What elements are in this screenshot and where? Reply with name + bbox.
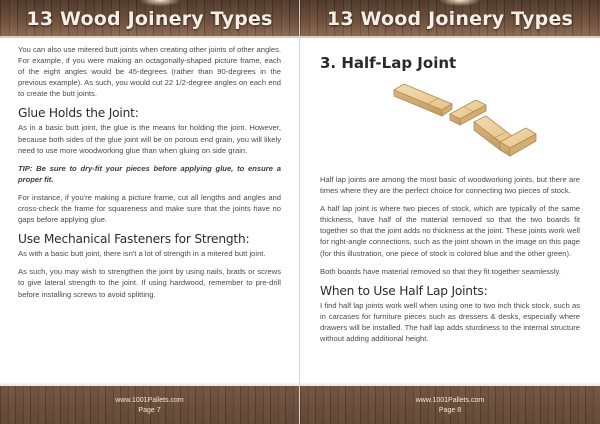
- lamp-glow-icon: [140, 0, 180, 6]
- page-content: [18, 44, 281, 307]
- footer-url[interactable]: www.1001Pallets.com: [115, 397, 184, 404]
- header-title: 13 Wood Joinery Types: [26, 8, 273, 30]
- page-footer: [0, 386, 299, 424]
- page-number: Page 7: [138, 407, 161, 414]
- when-to-use-heading: When to Use Half Lap Joints:: [320, 283, 488, 298]
- intro-paragraph: You can also use mitered butt joints when creating other joints of other angles. For example, if you were making an octagonally-shaped picture frame, each of the eight angles would be 45-degrees (rather than 90-degrees in the previous example). As such, you would cut 22 1/2-degree angles on each end to create the butt joints.: [18, 45, 281, 99]
- wood-joint-icon: [390, 78, 540, 164]
- page-header: [300, 0, 600, 38]
- tip-paragraph: TIP: Be sure to dry-fit your pieces before applying glue, to ensure a proper fit.: [18, 163, 281, 184]
- seamless-paragraph: Both boards have material removed so that they fit together seamlessly.: [320, 266, 561, 276]
- definition-paragraph: A half lap joint is where two pieces of stock, which are typically of the same thickness, have half of the material removed so that the two boards fit together so that the joint adds no thickness at the joint. These joints work well for right-angle connections, such as the joint shown in the image on this page (for this illustration, one piece of stock is colored blue and the other green).: [320, 204, 580, 258]
- glue-paragraph: As in a basic butt joint, the glue is the means for holding the joint. However, because both sides of the glue joint will be on porous end grain, you will likely need to use more woodworking glue than when gluing on side grain.: [18, 123, 281, 155]
- fasteners-heading: Use Mechanical Fasteners for Strength:: [18, 232, 250, 247]
- when-to-use-paragraph: I find half lap joints work well when using one to two inch thick stock, such as in carcases for furniture pieces such as dressers & desks, especially where drawers will be installed. The half lap adds sturdiness to the internal structure without adding additional height.: [320, 300, 580, 344]
- fasteners-paragraph-1: As with a basic butt joint, there isn't a lot of strength in a mitered butt joint.: [18, 249, 266, 259]
- intro-paragraph: Half lap joints are among the most basic of woodworking joints, but there are times where they are the perfect choice for connecting two pieces of stock.: [320, 175, 580, 196]
- page-header: [0, 0, 299, 38]
- header-title: 13 Wood Joinery Types: [326, 8, 574, 30]
- page-footer: [300, 386, 600, 424]
- page-number: Page 8: [438, 407, 462, 414]
- footer-url[interactable]: www.1001Pallets.com: [415, 397, 485, 404]
- page-content: [320, 44, 580, 351]
- lamp-glow-icon: [440, 0, 480, 6]
- page-8: [300, 0, 600, 424]
- instance-paragraph: For instance, if you're making a picture frame, cut all lengths and angles and cross-check the frame for squareness and make sure that the joints have no gaps before applying glue.: [18, 192, 281, 225]
- fasteners-paragraph-2: As such, you may wish to strengthen the joint by using nails, brads or screws to give lateral strength to the joint. If using hardwood, remember to pre-drill before installing screws to avoid splitting.: [18, 267, 281, 299]
- glue-heading: Glue Holds the Joint:: [18, 106, 139, 121]
- section-title: 3. Half-Lap Joint: [320, 54, 457, 72]
- half-lap-joint-illustration: [320, 78, 580, 164]
